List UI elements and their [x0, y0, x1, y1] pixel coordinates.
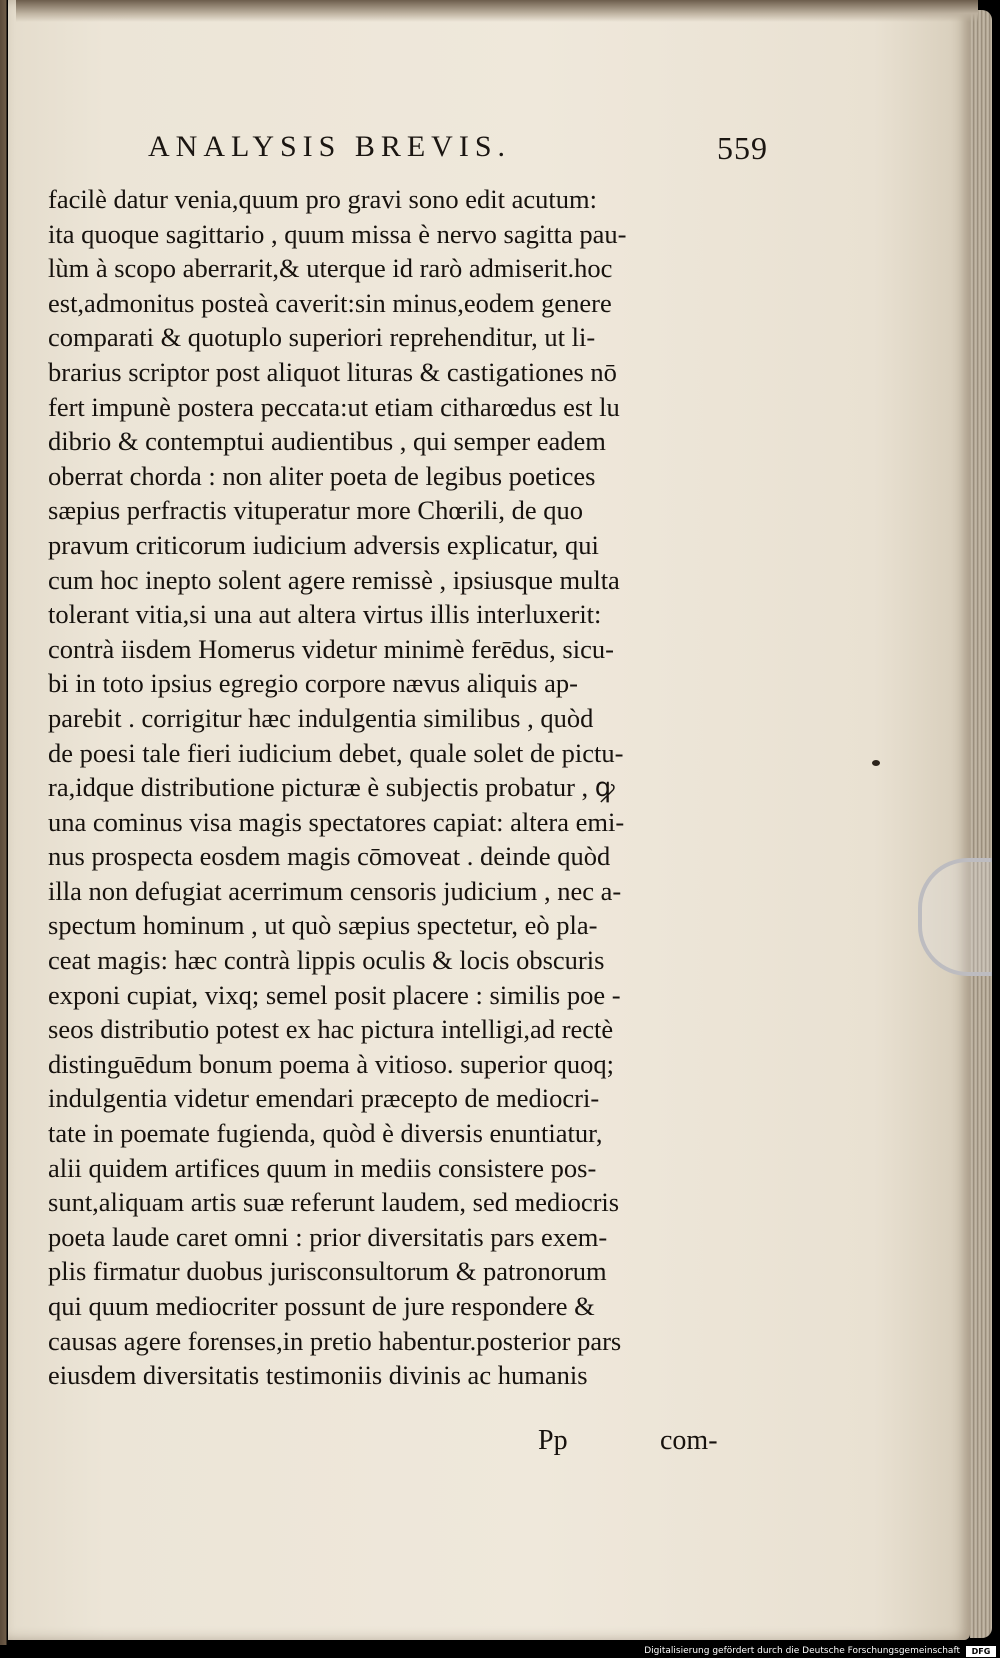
text-line: comparati & quotuplo superiori reprehenditur, ut li- — [48, 322, 596, 353]
page-number: 559 — [717, 130, 768, 166]
text-line: qui quum mediocriter possunt de jure respondere & — [48, 1291, 595, 1321]
text-line: indulgentia videtur emendari præcepto de mediocri- — [48, 1083, 600, 1114]
text-line: lùm à scopo aberrarit,& uterque id rarò admiserit.hoc — [48, 253, 613, 284]
text-line: nus prospecta eosdem magis cōmoveat . deinde quòd — [48, 841, 611, 872]
book-page — [8, 0, 970, 1640]
text-line: sunt,aliquam artis suæ referunt laudem, sed mediocris — [48, 1187, 620, 1218]
text-line: cum hoc inepto solent agere remissè , ipsiusque multa — [48, 564, 620, 595]
text-line: bi in toto ipsius egregio corpore nævus aliquis ap- — [48, 668, 578, 699]
ink-spot — [872, 760, 880, 766]
text-line: poeta laude caret omni : prior diversitatis pars exem- — [48, 1221, 608, 1252]
text-line: exponi cupiat, vixq; semel posit placere : similis poe - — [48, 979, 621, 1010]
text-line: una cominus visa magis spectatores capiat: altera emi- — [48, 806, 625, 837]
running-head: ANALYSIS BREVIS. — [148, 130, 512, 163]
page-header — [148, 130, 768, 170]
text-line: causas agere forenses,in pretio habentur.posterior pars — [48, 1325, 622, 1356]
credit-text: Digitalisierung gefördert durch die Deutsche Forschungsgemeinschaft — [644, 1646, 960, 1656]
text-line: ita quoque sagittario , quum missa è nervo sagitta pau- — [48, 218, 627, 249]
text-line: tate in poemate fugienda, quòd è diversis enuntiatur, — [48, 1118, 603, 1149]
text-line: tolerant vitia,si una aut altera virtus illis interluxerit: — [48, 599, 602, 630]
body-text — [48, 182, 758, 1393]
catch-line — [8, 1425, 748, 1461]
text-line: eiusdem diversitatis testimoniis divinis ac humanis — [48, 1360, 588, 1391]
text-line: alii quidem artifices quum in mediis consistere pos- — [48, 1152, 597, 1183]
text-line: illa non defugiat acerrimum censoris judicium , nec a- — [48, 875, 622, 906]
text-line: distinguēdum bonum poema à vitioso. superior quoq; — [48, 1048, 615, 1079]
text-line: ceat magis: hæc contrà lippis oculis & locis obscuris — [48, 945, 605, 976]
text-line: de poesi tale fieri iudicium debet, quale solet de pictu- — [48, 737, 624, 768]
text-line: brarius scriptor post aliquot lituras & castigationes nō — [48, 356, 617, 387]
text-line: ra,idque distributione picturæ è subjectis probatur , ꝙ — [48, 772, 615, 803]
dfg-logo: DFG — [966, 1646, 996, 1657]
text-line: facilè datur venia,quum pro gravi sono edit acutum: — [48, 184, 597, 214]
text-line: sæpius perfractis vituperatur more Chœrili, de quo — [48, 495, 584, 526]
text-line: est,admonitus posteà caverit:sin minus,eodem genere — [48, 287, 612, 318]
signature-mark: Pp — [538, 1425, 568, 1456]
text-line: dibrio & contemptui audientibus , qui semper eadem — [48, 426, 606, 457]
page-edges — [970, 10, 992, 1638]
text-line: fert impunè postera peccata:ut etiam citharœdus est lu — [48, 391, 620, 422]
text-line: parebit . corrigitur hæc indulgentia similibus , quòd — [48, 702, 594, 733]
text-line: pravum criticorum iudicium adversis explicatur, qui — [48, 529, 599, 560]
text-line: contrà iisdem Homerus videtur minimè ferēdus, sicu- — [48, 633, 614, 664]
text-line: oberrat chorda : non aliter poeta de legibus poetices — [48, 460, 596, 491]
text-line: spectum hominum , ut quò sæpius spectetur, eò pla- — [48, 910, 598, 941]
text-line: plis firmatur duobus jurisconsultorum & patronorum — [48, 1256, 607, 1287]
digitization-credit-bar — [0, 1645, 1000, 1658]
page-clip — [918, 858, 992, 976]
text-line: seos distributio potest ex hac pictura intelligi,ad rectè — [48, 1014, 614, 1045]
catchword: com- — [660, 1425, 718, 1456]
page-top-shadow — [16, 0, 978, 22]
